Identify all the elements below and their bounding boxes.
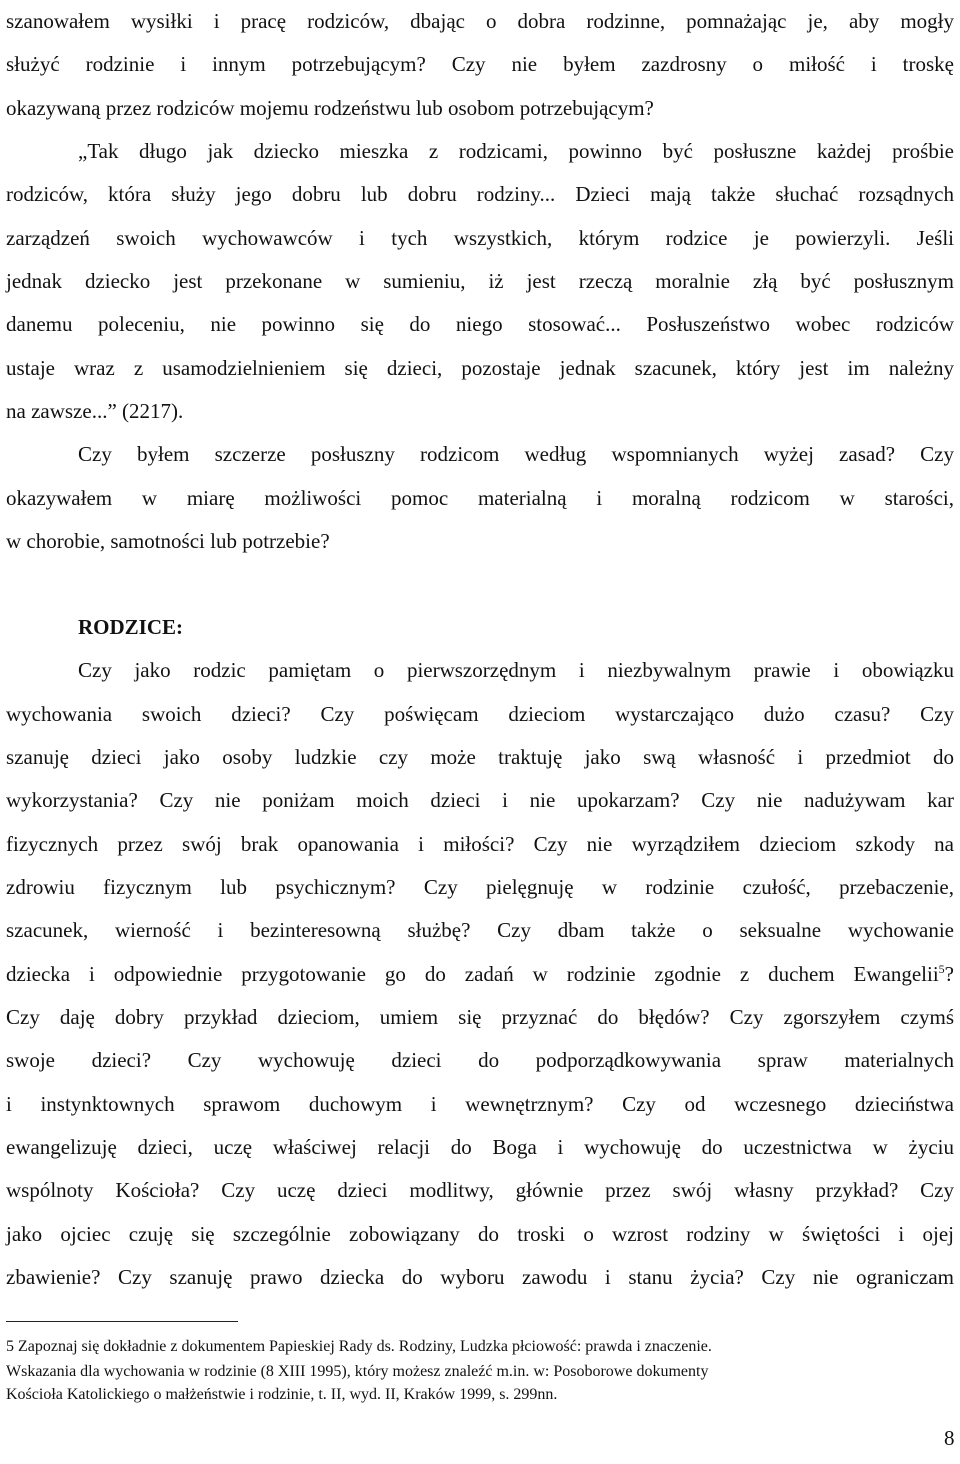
text-segment: dziecka i odpowiednie przygotowanie go do zadań w rodzinie zgodnie z duchem Ewangelii: [6, 962, 939, 986]
text-line: jednak dziecko jest przekonane w sumieniu, iż jest rzeczą moralnie złą być posłusznym: [6, 269, 954, 293]
text-line: zbawienie? Czy szanuję prawo dziecka do wyboru zawodu i stanu życia? Czy nie ograniczam: [6, 1265, 954, 1289]
text-line: [6, 961, 954, 987]
text-line: okazywałem w miarę możliwości pomoc materialną i moralną rodzicom w starości,: [6, 486, 954, 510]
text-line: danemu poleceniu, nie powinno się do niego stosować... Posłuszeństwo wobec rodziców: [6, 312, 954, 336]
text-segment: ?: [944, 962, 954, 986]
text-line: ustaje wraz z usamodzielnieniem się dzieci, pozostaje jednak szacunek, który jest im należny: [6, 356, 954, 380]
text-line: wspólnoty Kościoła? Czy uczę dzieci modlitwy, głównie przez swój własny przykład? Czy: [6, 1178, 954, 1202]
text-line: szanuję dzieci jako osoby ludzkie czy może traktuję jako swą własność i przedmiot do: [6, 745, 954, 769]
text-line: w chorobie, samotności lub potrzebie?: [6, 529, 330, 553]
footnote-reference: 5: [938, 962, 945, 976]
text-line: szanowałem wysiłki i pracę rodziców, dbając o dobra rodzinne, pomnażając je, aby mogły: [6, 9, 954, 33]
text-line: ewangelizuję dzieci, uczę właściwej relacji do Boga i wychowuję do uczestnictwa w życiu: [6, 1135, 954, 1159]
text-line: swoje dzieci? Czy wychowuję dzieci do podporządkowywania spraw materialnych: [6, 1048, 954, 1072]
text-line: służyć rodzinie i innym potrzebującym? Czy nie byłem zazdrosny o miłość i troskę: [6, 52, 954, 76]
footnote-line: 5 Zapoznaj się dokładnie z dokumentem Papieskiej Rady ds. Rodziny, Ludzka płciowość: prawda i znaczenie.: [6, 1338, 712, 1355]
text-line: zdrowiu fizycznym lub psychicznym? Czy pielęgnuję w rodzinie czułość, przebaczenie,: [6, 875, 954, 899]
text-line: wykorzystania? Czy nie poniżam moich dzieci i nie upokarzam? Czy nie nadużywam kar: [6, 788, 954, 812]
text-line: Czy jako rodzic pamiętam o pierwszorzędnym i niezbywalnym prawie i obowiązku: [78, 658, 954, 682]
text-line: Czy byłem szczerze posłuszny rodzicom według wspomnianych wyżej zasad? Czy: [78, 442, 954, 466]
text-line: zarządzeń swoich wychowawców i tych wszystkich, którym rodzice je powierzyli. Jeśli: [6, 226, 954, 250]
text-line: na zawsze...” (2217).: [6, 399, 184, 423]
page-number: 8: [944, 1426, 955, 1450]
text-line: jako ojciec czuję się szczególnie zobowiązany do troski o wzrost rodziny w świętości i ojej: [6, 1222, 954, 1246]
text-line: Czy daję dobry przykład dzieciom, umiem się przyznać do błędów? Czy zgorszyłem czymś: [6, 1005, 954, 1029]
text-line: rodziców, która służy jego dobru lub dobru rodziny... Dzieci mają także słuchać rozsądnych: [6, 182, 954, 206]
text-line: „Tak długo jak dziecko mieszka z rodzicami, powinno być posłuszne każdej prośbie: [78, 139, 954, 163]
text-line: fizycznych przez swój brak opanowania i miłości? Czy nie wyrządziłem dzieciom szkody na: [6, 832, 954, 856]
text-line: okazywaną przez rodziców mojemu rodzeństwu lub osobom potrzebującym?: [6, 96, 654, 120]
text-line: wychowania swoich dzieci? Czy poświęcam dzieciom wystarczająco dużo czasu? Czy: [6, 702, 954, 726]
footnote-line: Kościoła Katolickiego o małżeństwie i rodzinie, t. II, wyd. II, Kraków 1999, s. 299nn.: [6, 1386, 558, 1403]
section-heading: RODZICE:: [78, 615, 184, 639]
text-line: i instynktownych sprawom duchowym i wewnętrznym? Czy od wczesnego dzieciństwa: [6, 1092, 954, 1116]
footnote-separator: [6, 1321, 238, 1322]
footnote-line: Wskazania dla wychowania w rodzinie (8 XIII 1995), który możesz znaleźć m.in. w: Posoborowe dokumenty: [6, 1363, 709, 1380]
text-line: szacunek, wierność i bezinteresowną służbę? Czy dbam także o seksualne wychowanie: [6, 918, 954, 942]
